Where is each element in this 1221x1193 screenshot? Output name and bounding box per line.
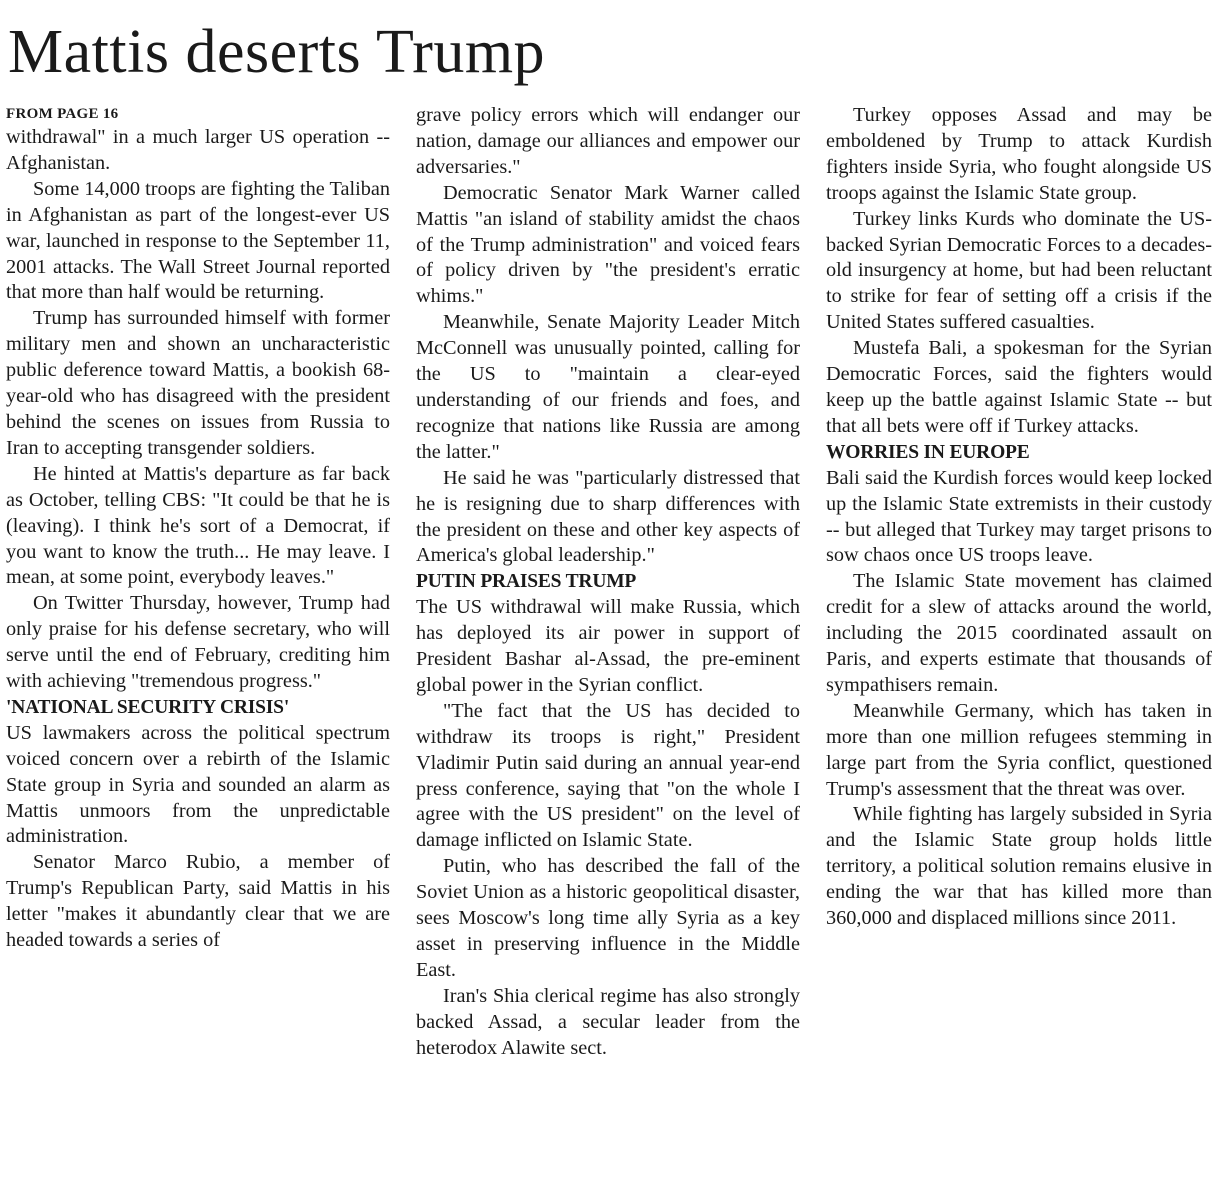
article-paragraph: The US withdrawal will make Russia, which has deployed its air power in support of President Bashar al-Assad, the pre-eminent global power in the Syrian conflict.	[416, 596, 800, 696]
article-column-1	[6, 103, 390, 1189]
article-paragraph: grave policy errors which will endanger our nation, damage our alliances and empower our adversaries."	[416, 104, 800, 178]
article-paragraph: Meanwhile Germany, which has taken in more than one million refugees stemming in large part from the Syria conflict, questioned Trump's assessment that the threat was over.	[826, 699, 1212, 800]
article-paragraph: "The fact that the US has decided to withdraw its troops is right," President Vladimir Putin said during an annual year-end press conference, saying that "on the whole I agree with the US president" on the level of damage inflicted on Islamic State.	[416, 699, 800, 852]
article-paragraph: Mustefa Bali, a spokesman for the Syrian Democratic Forces, said the fighters would keep up the battle against Islamic State -- but that all bets were off if Turkey attacks.	[826, 337, 1212, 437]
section-subhead: PUTIN PRAISES TRUMP	[416, 571, 637, 593]
article-paragraph: The Islamic State movement has claimed credit for a slew of attacks around the world, including the 2015 coordinated assault on Paris, and experts estimate that thousands of sympathisers remain.	[826, 570, 1212, 696]
article-paragraph: Turkey links Kurds who dominate the US-backed Syrian Democratic Forces to a decades-old insurgency at home, but had been reluctant to strike for fear of setting off a crisis if the United States suffered casualties.	[826, 207, 1212, 334]
article-paragraph: While fighting has largely subsided in Syria and the Islamic State group holds little territory, a political solution remains elusive in ending the war that has killed more than 360,000 and displaced millions since 2011.	[826, 803, 1212, 930]
article-paragraph: Democratic Senator Mark Warner called Mattis "an island of stability amidst the chaos of the Trump administration" and voiced fears of policy driven by "the president's erratic whims."	[416, 181, 800, 308]
section-subhead: WORRIES IN EUROPE	[826, 441, 1030, 463]
article-column-3	[826, 103, 1212, 1189]
article-paragraph: Senator Marco Rubio, a member of Trump's Republican Party, said Mattis in his letter "makes it abundantly clear that we are headed towards a series of	[6, 851, 390, 952]
article-paragraph: Putin, who has described the fall of the Soviet Union as a historic geopolitical disaster, sees Moscow's long time ally Syria as a key asset in preserving influence in the Middle East.	[416, 855, 800, 981]
headline: Mattis deserts Trump	[8, 18, 546, 86]
article-body	[6, 103, 1212, 1189]
article-paragraph: He said he was "particularly distressed that he is resigning due to sharp differences with the president on these and other key aspects of America's global leadership."	[416, 466, 800, 567]
article-paragraph: Trump has surrounded himself with former military men and shown an uncharacteristic public deference toward Mattis, a bookish 68-year-old who has disagreed with the president behind the scenes on issues from Russia to Iran to accepting transgender soldiers.	[6, 307, 390, 459]
article-paragraph: Meanwhile, Senate Majority Leader Mitch McConnell was unusually pointed, calling for the US to "maintain a clear-eyed understanding of our friends and foes, and recognize that nations like Russia are among the latter."	[416, 311, 800, 463]
article-paragraph: Iran's Shia clerical regime has also strongly backed Assad, a secular leader from the heterodox Alawite sect.	[416, 984, 800, 1059]
article-paragraph: Some 14,000 troops are fighting the Taliban in Afghanistan as part of the longest-ever US war, launched in response to the September 11, 2001 attacks. The Wall Street Journal reported that more than half would be returning.	[6, 177, 390, 304]
article-paragraph: On Twitter Thursday, however, Trump had only praise for his defense secretary, who will serve until the end of February, crediting him with achieving "tremendous progress."	[6, 592, 390, 693]
continuation-kicker: FROM PAGE 16	[6, 106, 119, 122]
article-paragraph: withdrawal" in a much larger US operation -- Afghanistan.	[6, 126, 390, 174]
article-paragraph: Turkey opposes Assad and may be emboldened by Trump to attack Kurdish fighters inside Syria, who fought alongside US troops against the Islamic State group.	[826, 104, 1212, 204]
section-subhead: 'NATIONAL SECURITY CRISIS'	[6, 696, 290, 718]
article-paragraph: US lawmakers across the political spectrum voiced concern over a rebirth of the Islamic State group in Syria and sounded an alarm as Mattis unmoors from the unpredictable administration.	[6, 721, 390, 848]
article-paragraph: Bali said the Kurdish forces would keep locked up the Islamic State extremists in their custody -- but alleged that Turkey may target prisons to sow chaos once US troops leave.	[826, 466, 1212, 567]
article-paragraph: He hinted at Mattis's departure as far back as October, telling CBS: "It could be that he is (leaving). I think he's sort of a Democrat, if you want to know the truth... He may leave. I mean, at some point, everybody leaves."	[6, 462, 390, 589]
article-column-2	[416, 103, 800, 1189]
